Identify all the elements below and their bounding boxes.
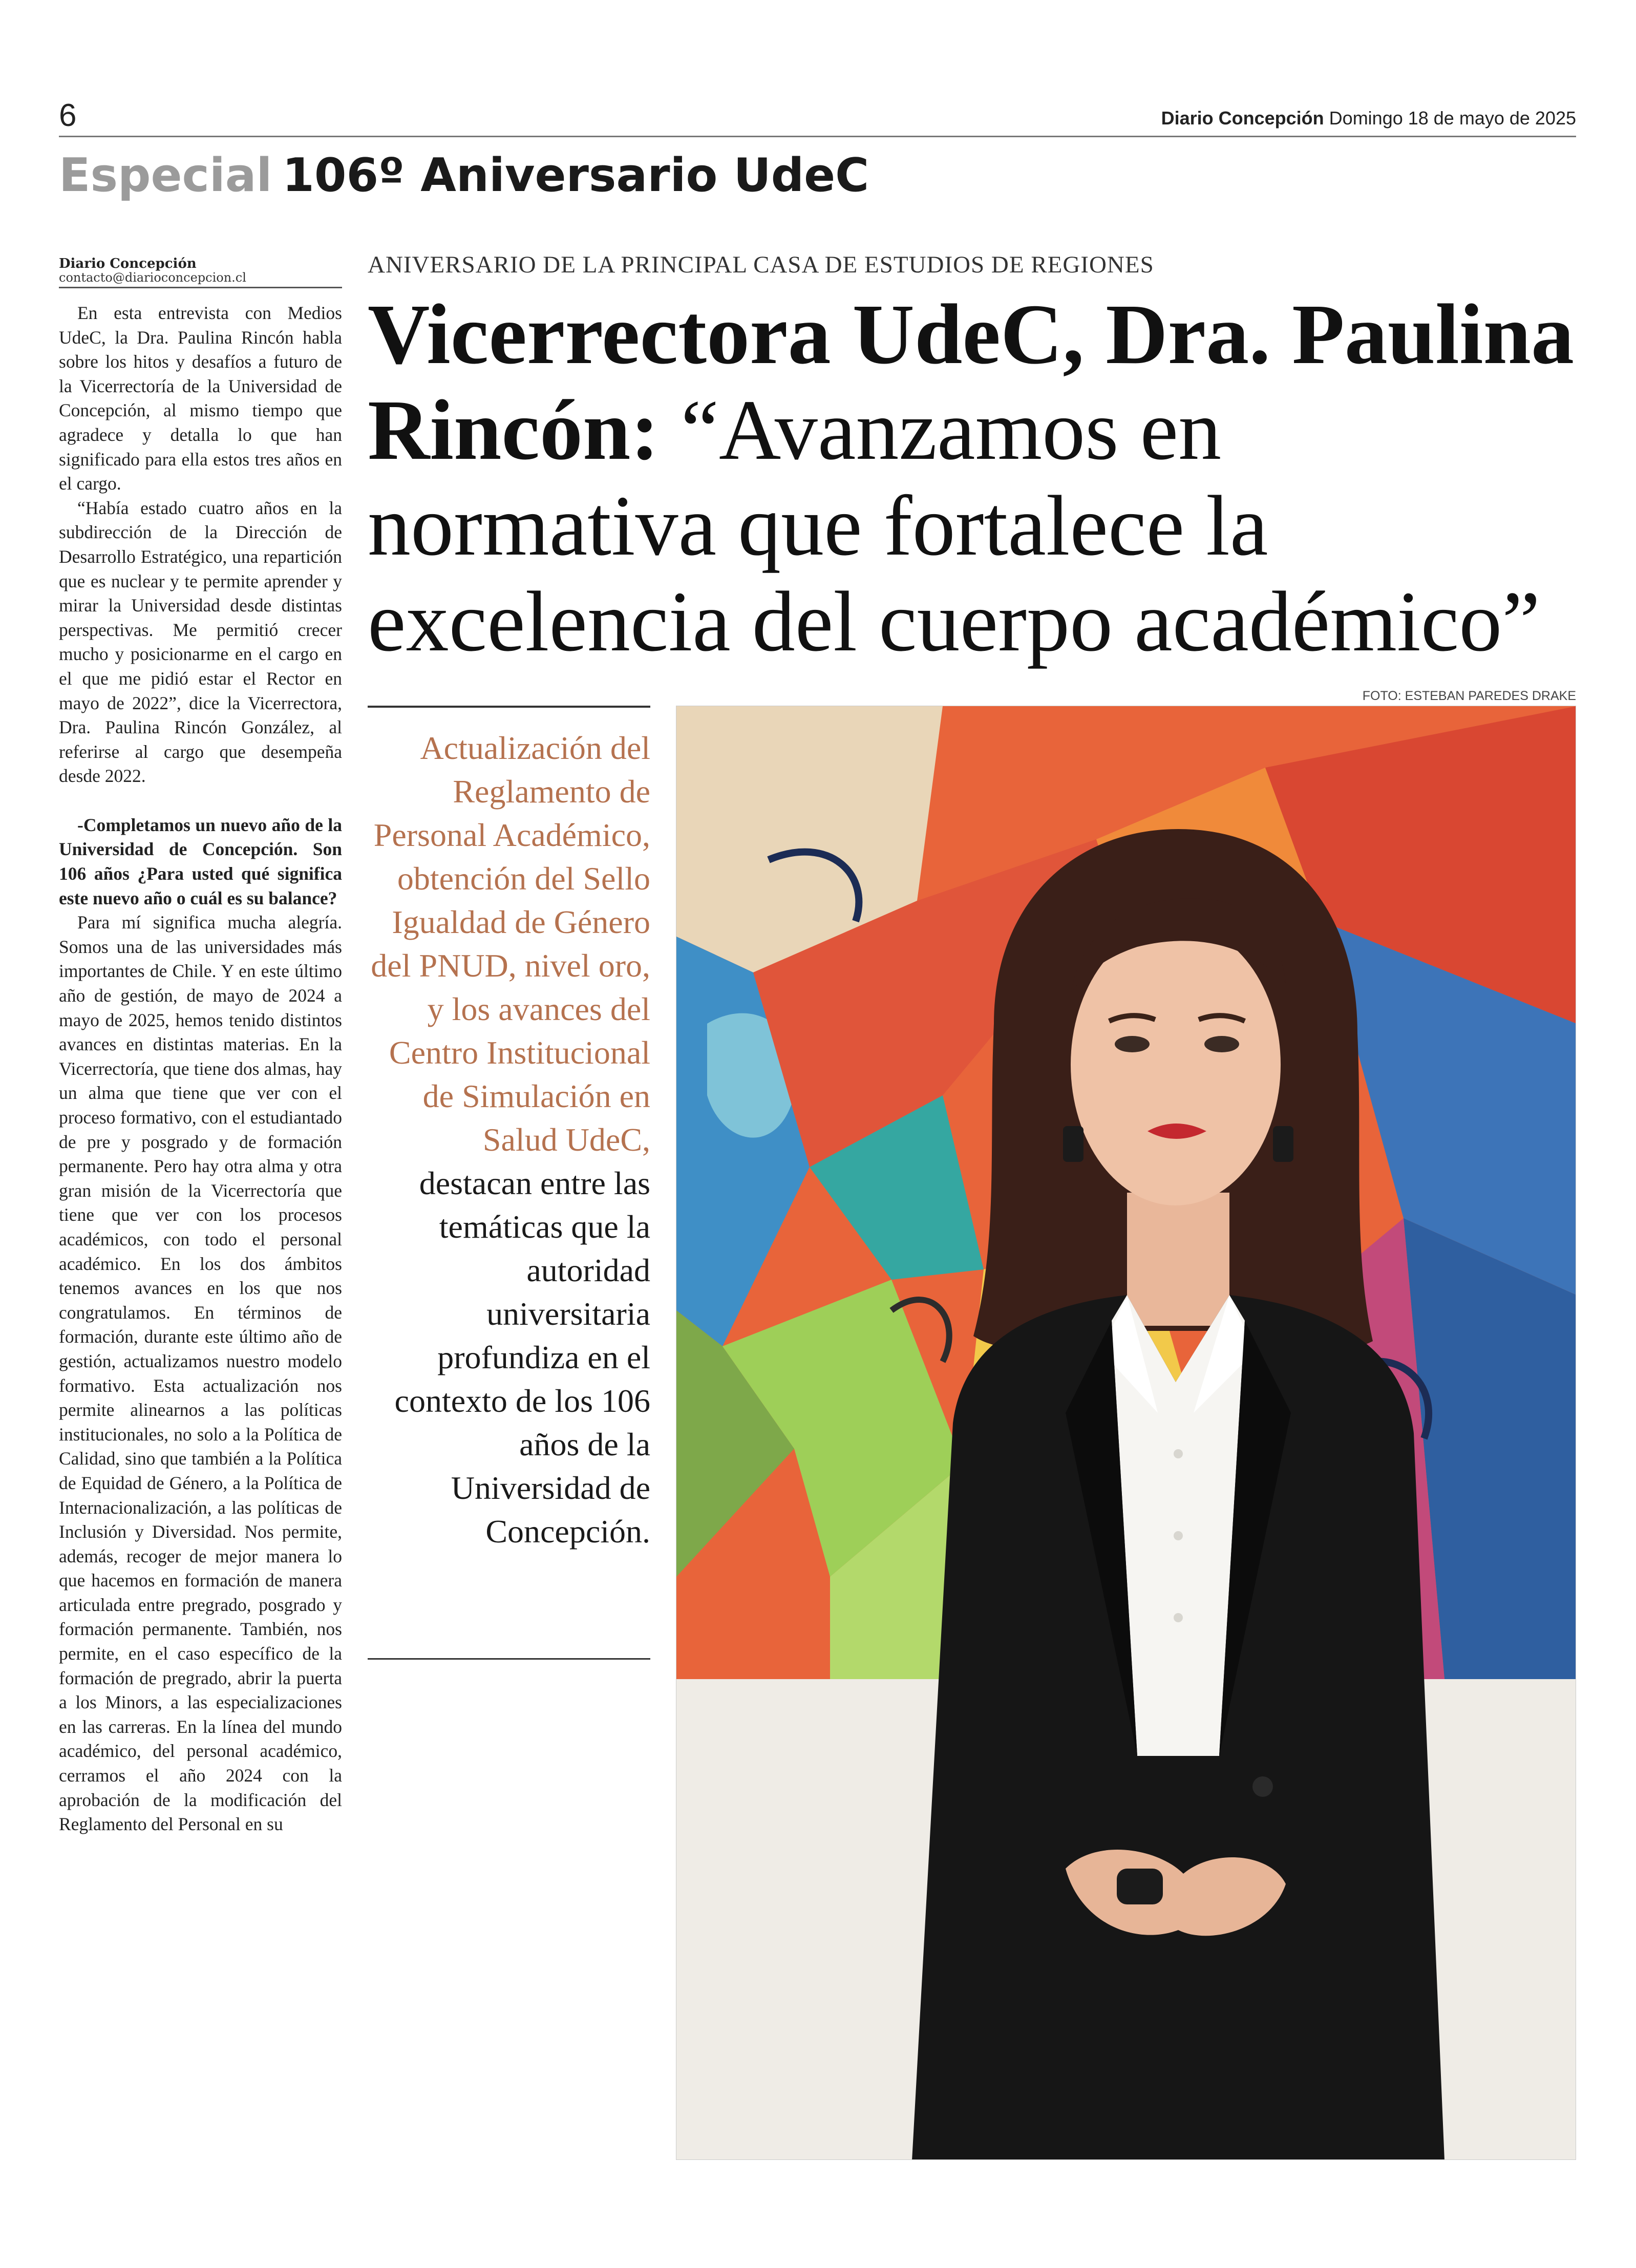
section-label: Especial	[59, 149, 272, 202]
interview-question: -Completamos un nuevo año de la Universidad de Concepción. Son 106 años ¿Para usted qué significa este nuevo año o cuál es su balance?	[59, 814, 342, 908]
headline-bold: Vicerrectora UdeC, Dra. Paulina Rincón:	[368, 287, 1575, 478]
body-paragraph: Para mí significa mucha alegría. Somos una de las universidades más importantes de Chile. Y en este último año de gestión, de mayo de 2024 a mayo de 2025, hemos tenido distintos avances en distintas materias. En la Vicerrectoría, que tiene dos almas, hay un alma que tiene que ver con el proceso formativo, con el estudiantado de pre y posgrado y de formación permanente. Pero hay otra alma y otra gran misión de la Vicerrectoría que tiene que ver con los procesos académicos, con todo el personal académico. En los dos ámbitos tenemos avances en los que nos congratulamos. En términos de formación, durante este último año de gestión, actualizamos nuestro modelo formativo. Esta actualización nos permite alinearnos a las políticas institucionales, no solo a la Política de Calidad, sino que también a la Política de Equidad de Género, a la Política de Internacionalización, a las políticas de Inclusión y Diversidad. Nos permite, además, recoger de mejor manera lo que hacemos en formación de manera articulada entre pregrado, posgrado y formación permanente. También, nos permite, en el caso específico de la formación de pregrado, abrir la puerta a los Minors, a las especializaciones en las carreras. En la línea del mundo académico, del personal académico, cerramos el año 2024 con la aprobación de la modificación del Reglamento del Personal en su	[59, 912, 342, 1835]
section-title: 106º Aniversario UdeC	[282, 149, 869, 202]
section-heading	[59, 147, 869, 204]
publication-name: Diario Concepción	[1161, 108, 1324, 129]
portrait-photo	[676, 706, 1576, 2160]
byline-rule	[59, 287, 342, 288]
issue-date: Domingo 18 de mayo de 2025	[1329, 108, 1576, 129]
body-paragraph: “Había estado cuatro años en la subdirección de la Dirección de Desarrollo Estratégico, una repartición que es nuclear y te permite aprender y mirar la Universidad desde distintas perspectivas. Me permitió crecer mucho y posicionarme en el cargo en el que me pidió estar el Rector en mayo de 2022”, dice la Vicerrectora, Dra. Paulina Rincón González, al referirse al cargo que desempeña desde 2022.	[59, 497, 342, 787]
headline-quote: “Avanzamos en normativa que fortalece la excelencia del cuerpo académico”	[368, 383, 1540, 669]
body-paragraph: En esta entrevista con Medios UdeC, la Dra. Paulina Rincón habla sobre los hitos y desafíos a futuro de la Vicerrectoría de la Universidad de Concepción, al mismo tiempo que agradece y detalla lo que han significado para ella estos tres años en el cargo.	[59, 303, 342, 494]
pullquote	[368, 726, 650, 1553]
pullquote-rest: destacan entre las temáticas que la autoridad universitaria profundiza en el contexto de los 106 años de la Universidad de Concepción.	[394, 1165, 650, 1550]
portrait-illustration	[676, 706, 1576, 2160]
byline-name: Diario Concepción	[59, 256, 197, 271]
kicker: ANIVERSARIO DE LA PRINCIPAL CASA DE ESTUDIOS DE REGIONES	[368, 251, 1154, 278]
photo-credit: FOTO: ESTEBAN PAREDES DRAKE	[1362, 689, 1576, 703]
article-body	[59, 301, 342, 2160]
header-rule	[59, 136, 1576, 137]
byline-email: contacto@diarioconcepcion.cl	[59, 270, 246, 285]
page-number: 6	[59, 98, 77, 133]
pullquote-top-rule	[368, 706, 650, 708]
headline	[368, 287, 1576, 670]
masthead	[1161, 108, 1576, 129]
pullquote-bottom-rule	[368, 1658, 650, 1660]
pullquote-accent: Actualización del Reglamento de Personal Académico, obtención del Sello Igualdad de Género del PNUD, nivel oro, y los avances del Centro Institucional de Simulación en Salud UdeC,	[371, 730, 650, 1158]
